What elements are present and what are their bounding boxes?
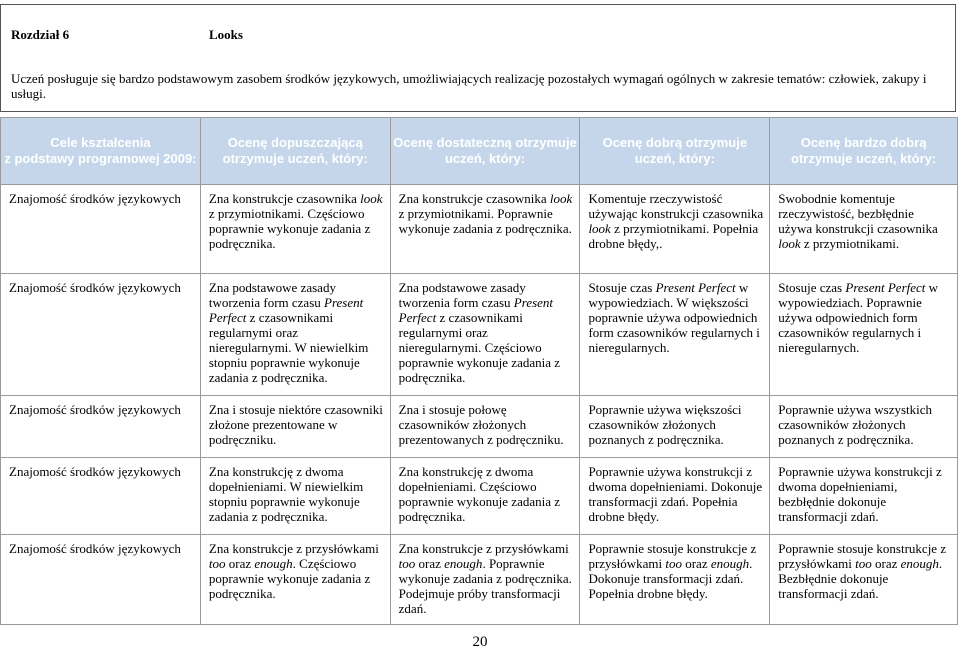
cell-text: Zna konstrukcje czasownika look z przymiotnikami. Poprawnie wykonuje zadania z podręcznika. bbox=[398, 191, 573, 236]
cell-text: Zna konstrukcje z przysłówkami too oraz enough. Poprawnie wykonuje zadania z podręcznika. Podejmuje próby transformacji zdań. bbox=[398, 541, 572, 617]
cell-text: Poprawnie stosuje konstrukcje z przysłówkami too oraz enough. Bezbłędnie dokonuje transformacji zdań. bbox=[778, 541, 947, 602]
table-row bbox=[1, 395, 958, 457]
table-cell-criteria bbox=[580, 535, 770, 625]
cell-text: Zna konstrukcje czasownika look z przymiotnikami. Częściowo poprawnie wykonuje zadania z podręcznika. bbox=[208, 191, 383, 251]
cell-text: Poprawnie używa konstrukcji z dwoma dopełnieniami, bezbłędnie dokonuje transformacji zdań. bbox=[778, 463, 942, 524]
table-cell-criteria bbox=[200, 535, 390, 625]
table-cell-criteria bbox=[390, 273, 580, 395]
table-cell-criteria bbox=[200, 457, 390, 534]
cell-text: Zna podstawowe zasady tworzenia form czasu Present Perfect z czasownikami regularnymi oraz nieregularnymi. Częściowo poprawnie wykonuje zadania z podręcznika. bbox=[398, 279, 561, 385]
table-cell-criteria bbox=[200, 185, 390, 274]
table-cell-criteria bbox=[390, 395, 580, 457]
italic-term: Present Perfect bbox=[208, 294, 364, 325]
table-header-row bbox=[1, 118, 958, 185]
intro-paragraph: Uczeń posługuje się bardzo podstawowym zasobem środków językowych, umożliwiających realizację pozostałych wymagań ogólnych w zakresie tematów: człowiek, zakupy i usługi. bbox=[11, 71, 927, 101]
column-header-line1: Ocenę dobrą otrzymuje bbox=[602, 135, 748, 150]
italic-term: Present Perfect bbox=[655, 279, 736, 295]
table-cell-criteria bbox=[200, 395, 390, 457]
italic-term: Present Perfect bbox=[845, 279, 926, 295]
table-cell-criteria bbox=[770, 457, 958, 534]
cell-text: Zna konstrukcję z dwoma dopełnieniami. Częściowo poprawnie wykonuje zadania z podręcznika. bbox=[398, 463, 561, 524]
cell-text: Poprawnie używa wszystkich czasowników złożonych poznanych z podręcznika. bbox=[778, 401, 933, 447]
cell-text: Zna i stosuje niektóre czasowniki złożone prezentowane w podręczniku. bbox=[208, 401, 383, 447]
table-cell-criteria bbox=[390, 185, 580, 274]
grading-criteria-table bbox=[0, 117, 958, 625]
column-header-line2: uczeń, który: bbox=[444, 151, 526, 166]
italic-term: look bbox=[778, 236, 801, 251]
table-cell-criteria bbox=[770, 535, 958, 625]
table-row bbox=[1, 185, 958, 274]
cell-text: Stosuje czas Present Perfect w wypowiedziach. W większości poprawnie używa odpowiednich form czasowników regularnych i nieregularnych. bbox=[588, 279, 760, 355]
table-cell-goal bbox=[1, 395, 201, 457]
cell-text: Stosuje czas Present Perfect w wypowiedziach. Poprawnie używa odpowiednich form czasowników regularnych i nieregularnych. bbox=[778, 279, 939, 355]
table-cell-criteria bbox=[770, 273, 958, 395]
italic-term: Present Perfect bbox=[398, 294, 554, 325]
cell-text: Znajomość środków językowych bbox=[9, 541, 181, 557]
chapter-header-box bbox=[0, 4, 956, 112]
table-cell-goal bbox=[1, 273, 201, 395]
table-row bbox=[1, 457, 958, 534]
italic-term: too bbox=[665, 556, 682, 572]
cell-text: Zna podstawowe zasady tworzenia form czasu Present Perfect z czasownikami regularnymi oraz nieregularnymi. W niewielkim stopniu poprawnie wykonuje zadania z podręcznika. bbox=[208, 279, 369, 385]
italic-term: look bbox=[588, 221, 611, 236]
table-row bbox=[1, 273, 958, 395]
table-cell-goal bbox=[1, 185, 201, 274]
chapter-title: Looks bbox=[209, 27, 243, 42]
column-header-line2: uczeń, który: bbox=[634, 151, 715, 166]
cell-text: Znajomość środków językowych bbox=[9, 463, 181, 479]
table-cell-goal bbox=[1, 457, 201, 534]
table-cell-criteria bbox=[200, 273, 390, 395]
italic-term: too bbox=[398, 556, 416, 572]
cell-text: Znajomość środków językowych bbox=[9, 191, 181, 206]
cell-text: Znajomość środków językowych bbox=[9, 401, 181, 417]
cell-text: Znajomość środków językowych bbox=[9, 279, 181, 295]
column-header-line2: otrzymuje uczeń, który: bbox=[791, 151, 937, 166]
cell-text: Zna konstrukcję z dwoma dopełnieniami. W niewielkim stopniu poprawnie wykonuje zadania z podręcznika. bbox=[208, 463, 364, 524]
column-header-line1: Ocenę dopuszczającą bbox=[227, 135, 363, 150]
column-header-line1: Ocenę bardzo dobrą bbox=[800, 135, 927, 150]
table-cell-criteria bbox=[580, 457, 770, 534]
table-cell-criteria bbox=[580, 185, 770, 274]
cell-text: Poprawnie używa większości czasowników złożonych poznanych z podręcznika. bbox=[588, 401, 742, 447]
column-header-line1: Ocenę dostateczną otrzymuje bbox=[393, 135, 577, 150]
column-header-line2: otrzymuje uczeń, który: bbox=[222, 151, 368, 166]
italic-term: too bbox=[855, 556, 872, 572]
column-header-grade-satisfactory bbox=[390, 118, 580, 185]
column-header-grade-very-good bbox=[770, 118, 958, 185]
cell-text: Komentuje rzeczywistość używając konstrukcji czasownika look z przymiotnikami. Popełnia drobne błędy,. bbox=[588, 191, 764, 251]
cell-text: Swobodnie komentuje rzeczywistość, bezbłędnie używa konstrukcji czasownika look z przymiotnikami. bbox=[778, 191, 938, 251]
table-cell-criteria bbox=[770, 185, 958, 274]
table-cell-criteria bbox=[390, 535, 580, 625]
table-body bbox=[1, 185, 958, 625]
cell-text: Zna i stosuje połowę czasowników złożonych prezentowanych z podręczniku. bbox=[398, 401, 564, 447]
page-number: 20 bbox=[472, 634, 488, 650]
column-header-grade-good bbox=[580, 118, 770, 185]
chapter-label: Rozdział 6 bbox=[11, 27, 70, 42]
column-header-line1: Cele kształcenia bbox=[50, 135, 151, 150]
column-header-grade-sufficient bbox=[200, 118, 390, 185]
italic-term: look bbox=[549, 191, 573, 206]
italic-term: enough bbox=[900, 556, 939, 572]
column-header-line2: z podstawy programowej 2009: bbox=[4, 151, 197, 166]
cell-text: Poprawnie stosuje konstrukcje z przysłówkami too oraz enough. Dokonuje transformacji zdań. Popełnia drobne błędy. bbox=[588, 541, 757, 602]
italic-term: enough bbox=[444, 556, 483, 572]
table-cell-criteria bbox=[580, 395, 770, 457]
table-cell-criteria bbox=[580, 273, 770, 395]
italic-term: look bbox=[360, 191, 383, 206]
italic-term: enough bbox=[254, 556, 293, 572]
cell-text: Zna konstrukcje z przysłówkami too oraz enough. Częściowo poprawnie wykonuje zadania z podręcznika. bbox=[208, 541, 379, 602]
table-cell-goal bbox=[1, 535, 201, 625]
italic-term: enough bbox=[710, 556, 750, 572]
column-header-goals bbox=[1, 118, 201, 185]
table-cell-criteria bbox=[390, 457, 580, 534]
table-row bbox=[1, 535, 958, 625]
italic-term: too bbox=[208, 556, 226, 572]
cell-text: Poprawnie używa konstrukcji z dwoma dopełnieniami. Dokonuje transformacji zdań. Popełnia drobne błędy. bbox=[588, 463, 763, 524]
table-cell-criteria bbox=[770, 395, 958, 457]
